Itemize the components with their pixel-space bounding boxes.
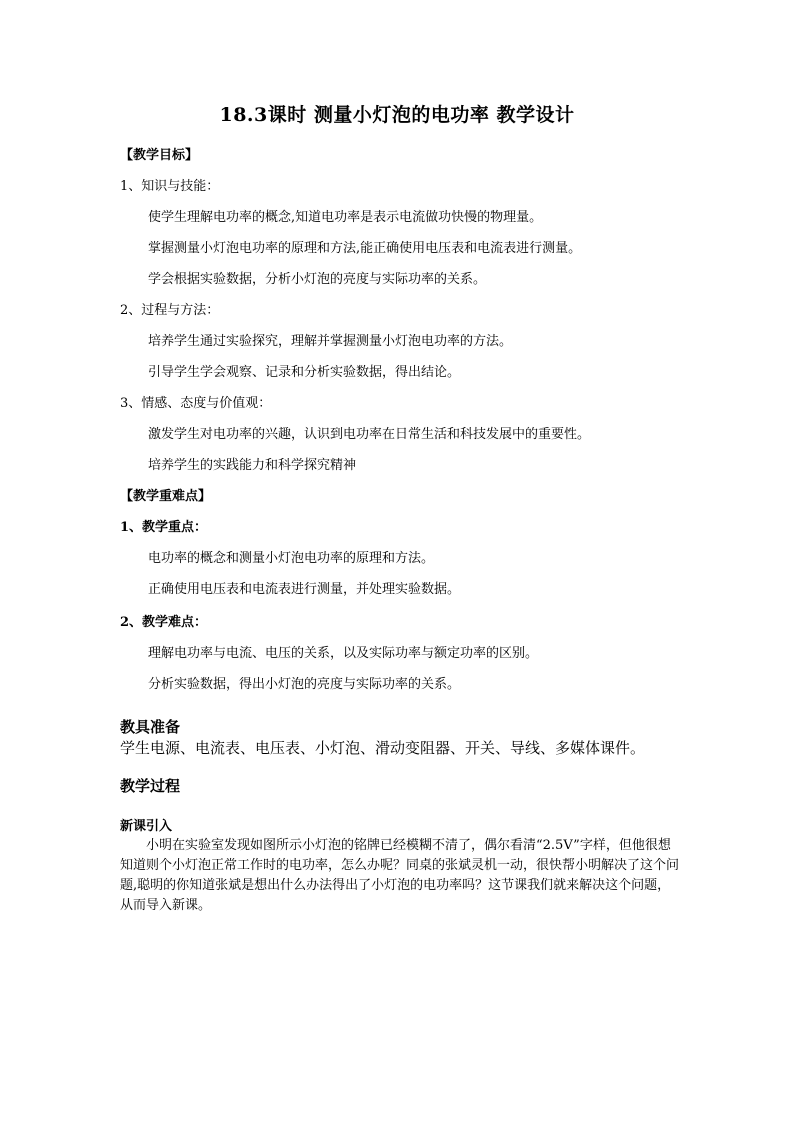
- process-section-heading: 教学过程: [120, 777, 181, 795]
- knowledge-label: 1、知识与技能：: [120, 179, 220, 194]
- emotion-label: 3、情感、态度与价值观：: [120, 396, 272, 411]
- process-item: 培养学生通过实验探究，理解并掌握测量小灯泡电功率的方法。: [148, 334, 513, 349]
- knowledge-item: 使学生理解电功率的概念,知道电功率是表示电流做功快慢的物理量。: [148, 210, 543, 225]
- difficulty-item: 分析实验数据，得出小灯泡的亮度与实际功率的关系。: [148, 677, 461, 692]
- equipment-text: 学生电源、电流表、电压表、小灯泡、滑动变阻器、开关、导线、多媒体课件。: [120, 739, 646, 757]
- focus-item: 正确使用电压表和电流表进行测量，并处理实验数据。: [148, 582, 461, 597]
- emotion-item: 激发学生对电功率的兴趣，认识到电功率在日常生活和科技发展中的重要性。: [148, 427, 591, 442]
- page-title: 18.3课时 测量小灯泡的电功率 教学设计: [219, 104, 575, 126]
- objectives-heading: 【教学目标】: [120, 148, 199, 163]
- difficulty-label: 2、教学难点：: [120, 615, 208, 630]
- intro-heading: 新课引入: [120, 819, 173, 834]
- emotion-item: 培养学生的实践能力和科学探究精神: [148, 458, 357, 473]
- knowledge-item: 掌握测量小灯泡电功率的原理和方法,能正确使用电压表和电流表进行测量。: [148, 241, 582, 256]
- process-label: 2、过程与方法：: [120, 303, 220, 318]
- process-item: 引导学生学会观察、记录和分析实验数据，得出结论。: [148, 365, 461, 380]
- key-points-heading: 【教学重难点】: [120, 489, 212, 504]
- focus-label: 1、教学重点：: [120, 520, 208, 535]
- knowledge-item: 学会根据实验数据，分析小灯泡的亮度与实际功率的关系。: [148, 272, 487, 287]
- focus-item: 电功率的概念和测量小灯泡电功率的原理和方法。: [148, 551, 435, 566]
- equipment-heading: 教具准备: [120, 718, 181, 736]
- difficulty-item: 理解电功率与电流、电压的关系，以及实际功率与额定功率的区别。: [148, 646, 539, 661]
- intro-paragraph: 小明在实验室发现如图所示小灯泡的铭牌已经模糊不清了，偶尔看清“2.5V”字样，但他很想知道则个小灯泡正常工作时的电功率，怎么办呢？同桌的张斌灵机一动，很快帮小明解决了这个问题,聪明的你知道张斌是想出什么办法得出了小灯泡的电功率吗？这节课我们就来解决这个问题，从而导入新课。: [120, 838, 680, 913]
